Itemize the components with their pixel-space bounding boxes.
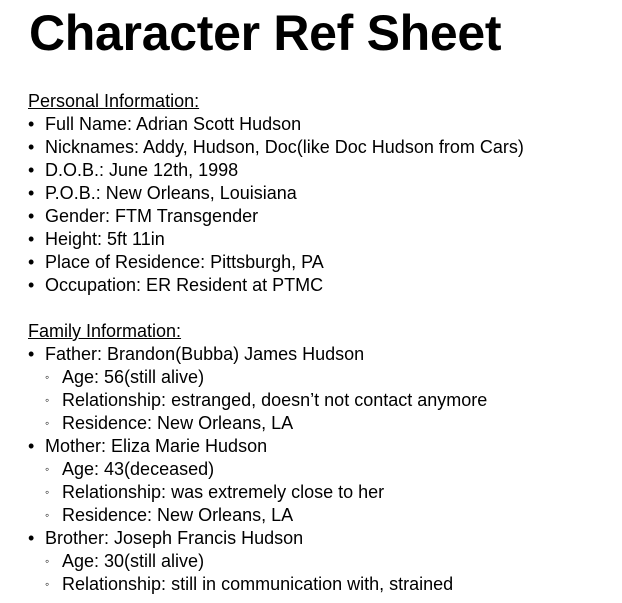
bullet-icon: •	[28, 114, 35, 134]
sub-bullet-icon: ◦	[45, 508, 50, 522]
bullet-icon: •	[28, 206, 35, 226]
bullet-icon: •	[28, 183, 35, 203]
bullet-icon: •	[28, 229, 35, 249]
family-detail-text: Relationship: was extremely close to her	[62, 482, 385, 502]
family-member-label: Mother: Eliza Marie Hudson	[45, 436, 268, 456]
list-item	[28, 159, 238, 182]
bullet-icon: •	[28, 137, 35, 157]
sub-bullet-icon: ◦	[45, 554, 50, 568]
family-detail	[45, 458, 214, 481]
list-item-text: Nicknames: Addy, Hudson, Doc(like Doc Hudson from Cars)	[45, 137, 524, 157]
family-detail-text: Residence: New Orleans, LA	[62, 505, 294, 525]
bullet-icon: •	[28, 436, 35, 456]
bullet-icon: •	[28, 252, 35, 272]
family-detail-text: Age: 30(still alive)	[62, 551, 205, 571]
sub-bullet-icon: ◦	[45, 462, 50, 476]
sub-bullet-icon: ◦	[45, 577, 50, 591]
sub-bullet-icon: ◦	[45, 393, 50, 407]
family-detail-text: Residence: New Orleans, LA	[62, 413, 294, 433]
list-item	[28, 182, 297, 205]
list-item	[28, 251, 324, 274]
family-member-father	[28, 343, 364, 366]
family-detail-text: Relationship: estranged, doesn’t not contact anymore	[62, 390, 488, 410]
family-detail	[45, 573, 453, 596]
personal-info-heading: Personal Information:	[28, 91, 200, 111]
family-detail	[45, 481, 384, 504]
family-member-label: Father: Brandon(Bubba) James Hudson	[45, 344, 365, 364]
list-item-text: D.O.B.: June 12th, 1998	[45, 160, 239, 180]
list-item	[28, 113, 301, 136]
sub-bullet-icon: ◦	[45, 416, 50, 430]
list-item	[28, 205, 258, 228]
list-item	[28, 228, 165, 251]
family-member-brother	[28, 527, 303, 550]
family-detail	[45, 550, 204, 573]
page-title: Character Ref Sheet	[29, 5, 502, 61]
family-detail	[45, 504, 293, 527]
bullet-icon: •	[28, 528, 35, 548]
family-member-mother	[28, 435, 267, 458]
list-item-text: Height: 5ft 11in	[45, 229, 165, 249]
family-detail-text: Age: 43(deceased)	[62, 459, 215, 479]
list-item	[28, 274, 323, 297]
bullet-icon: •	[28, 275, 35, 295]
family-detail	[45, 412, 293, 435]
bullet-icon: •	[28, 344, 35, 364]
bullet-icon: •	[28, 160, 35, 180]
sub-bullet-icon: ◦	[45, 370, 50, 384]
family-member-label: Brother: Joseph Francis Hudson	[45, 528, 304, 548]
list-item-text: P.O.B.: New Orleans, Louisiana	[45, 183, 297, 203]
family-detail	[45, 389, 487, 412]
list-item-text: Occupation: ER Resident at PTMC	[45, 275, 324, 295]
family-detail-text: Relationship: still in communication with, strained	[62, 574, 454, 594]
family-detail	[45, 366, 204, 389]
family-info-heading: Family Information:	[28, 321, 182, 341]
list-item-text: Place of Residence: Pittsburgh, PA	[45, 252, 324, 272]
list-item-text: Gender: FTM Transgender	[45, 206, 259, 226]
family-detail-text: Age: 56(still alive)	[62, 367, 205, 387]
list-item	[28, 136, 524, 159]
sub-bullet-icon: ◦	[45, 485, 50, 499]
list-item-text: Full Name: Adrian Scott Hudson	[45, 114, 302, 134]
